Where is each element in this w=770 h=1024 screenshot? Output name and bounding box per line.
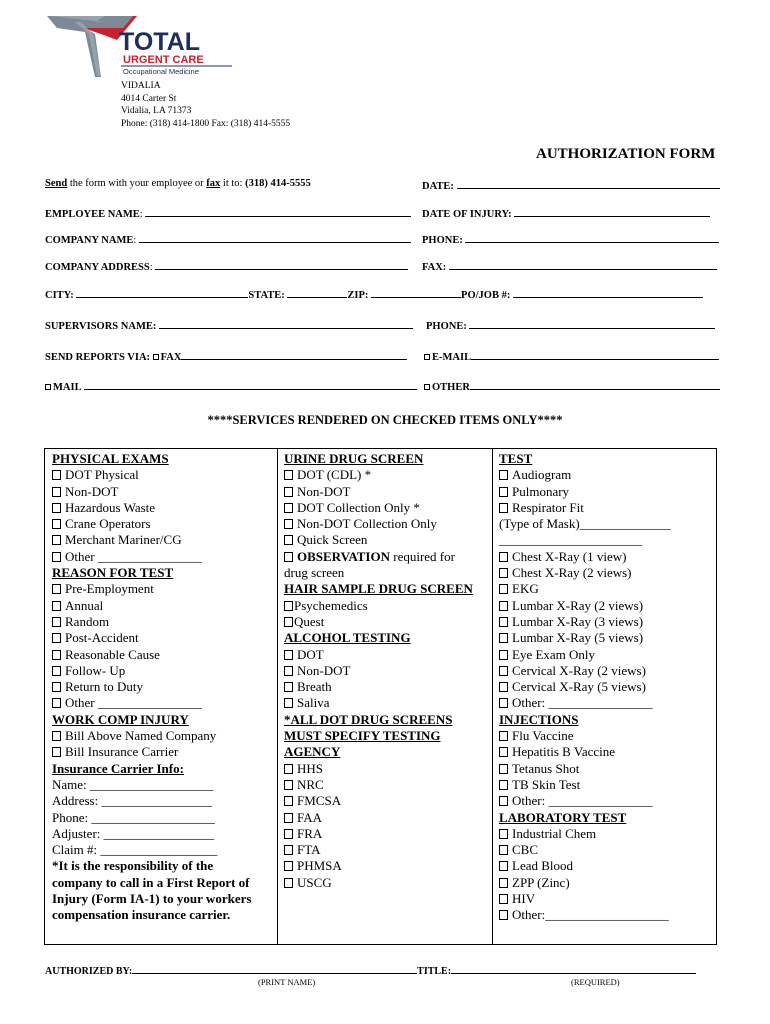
checkbox-item[interactable] — [499, 875, 671, 891]
fax-option-label: FAX — [160, 352, 182, 363]
required-caption: (REQUIRED) — [571, 977, 620, 987]
send-instructions — [45, 178, 311, 189]
checkbox[interactable] — [499, 764, 508, 774]
item-label: FTA — [297, 842, 321, 858]
item-label: Hepatitis B Vaccine — [512, 744, 616, 760]
employee-name-line[interactable] — [145, 206, 411, 217]
item-label: required for — [389, 548, 455, 564]
checkbox-item[interactable] — [499, 614, 671, 630]
other-option-label: OTHER — [432, 382, 470, 393]
other-checkbox[interactable] — [424, 384, 430, 390]
send-reports-label: SEND REPORTS VIA: — [45, 352, 151, 363]
checkbox-item[interactable] — [284, 647, 473, 663]
checkbox-item[interactable] — [499, 891, 671, 907]
city-label: CITY: — [45, 290, 74, 301]
checkbox-item[interactable] — [284, 826, 473, 842]
checkbox[interactable] — [52, 682, 61, 692]
checkbox-item[interactable] — [499, 581, 671, 597]
checkbox-item[interactable] — [499, 907, 671, 923]
work-comp-heading: WORK COMP INJURY — [52, 711, 189, 727]
logo-word-urgent: URGENT CARE — [123, 54, 204, 66]
checkbox[interactable] — [499, 796, 508, 806]
company-address-label: COMPANY ADDRESS — [45, 262, 150, 273]
checkbox-item[interactable] — [52, 695, 251, 711]
checkbox-item[interactable] — [499, 647, 671, 663]
email-option-label: E-MAIL — [432, 352, 472, 363]
alcohol-testing-heading: ALCOHOL TESTING — [284, 630, 411, 646]
po-job-line[interactable] — [513, 287, 703, 298]
responsibility-note: compensation insurance carrier. — [52, 907, 231, 923]
injections-heading: INJECTIONS — [499, 711, 579, 727]
item-label: Crane Operators — [65, 516, 151, 532]
phone-2-field[interactable] — [426, 318, 715, 332]
item-label: Other ________________ — [65, 695, 202, 711]
zip-line[interactable] — [371, 287, 461, 298]
state-line[interactable] — [287, 287, 347, 298]
company-name-field[interactable]: COMPANY NAME: — [45, 232, 411, 246]
checkbox-item[interactable] — [52, 647, 251, 663]
authorized-by-field[interactable] — [45, 963, 696, 977]
checkbox[interactable] — [52, 666, 61, 676]
services-column-3 — [499, 451, 671, 924]
item-label: Flu Vaccine — [512, 728, 574, 744]
checkbox-item[interactable] — [52, 663, 251, 679]
checkbox-item[interactable] — [499, 598, 671, 614]
address-line: VIDALIA — [121, 81, 161, 91]
agency-heading: AGENCY — [284, 744, 341, 760]
checkbox[interactable] — [499, 503, 508, 513]
supervisors-name-label: SUPERVISORS NAME: — [45, 321, 157, 332]
checkbox-item[interactable] — [284, 793, 473, 809]
employee-name-field[interactable]: EMPLOYEE NAME: — [45, 206, 411, 220]
checkbox[interactable] — [499, 666, 508, 676]
reason-for-test-heading: REASON FOR TEST — [52, 565, 174, 581]
item-label: Quest — [294, 613, 325, 629]
fax-label: FAX: — [422, 262, 447, 273]
city-state-zip-row — [45, 287, 703, 301]
item-label: EKG — [512, 581, 539, 597]
checkbox-item[interactable] — [499, 793, 671, 809]
item-label: USCG — [297, 874, 332, 890]
column-divider — [277, 449, 278, 944]
item-label: Bill Above Named Company — [65, 728, 217, 744]
item-label: Other:___________________ — [512, 907, 669, 923]
zip-label: ZIP: — [347, 290, 369, 301]
checkbox-item[interactable] — [499, 858, 671, 874]
checkbox-item[interactable] — [499, 467, 671, 483]
item-label: Bill Insurance Carrier — [65, 744, 179, 760]
logo-tagline: Occupational Medicine — [123, 67, 199, 76]
checkbox[interactable] — [284, 813, 293, 823]
checkbox-item[interactable] — [284, 875, 473, 891]
checkbox-item[interactable] — [284, 810, 473, 826]
item-label: Quick Screen — [297, 532, 368, 548]
checkbox[interactable] — [52, 747, 61, 757]
services-column-1 — [52, 451, 251, 924]
email-option-line[interactable] — [471, 349, 719, 360]
address-line: 4014 Carter St — [121, 93, 177, 104]
checkbox[interactable] — [499, 633, 508, 643]
clinic-address — [121, 80, 290, 130]
column-divider — [492, 449, 493, 944]
checkbox-item[interactable] — [499, 630, 671, 646]
date-label: DATE: — [422, 181, 454, 192]
responsibility-note: *It is the responsibility of the — [52, 858, 214, 874]
checkbox[interactable] — [499, 845, 508, 855]
checkbox[interactable] — [499, 584, 508, 594]
checkbox-item[interactable] — [499, 484, 671, 500]
checkbox-item[interactable] — [52, 598, 251, 614]
checkbox-item[interactable] — [52, 467, 251, 483]
checkbox[interactable] — [499, 487, 508, 497]
other-option — [424, 379, 720, 393]
checkbox[interactable] — [284, 650, 293, 660]
title-line[interactable] — [451, 963, 696, 974]
date-of-injury-field[interactable] — [422, 206, 710, 220]
checkbox[interactable] — [52, 601, 61, 611]
item-label: Industrial Chem — [512, 825, 597, 841]
carrier-field[interactable]: Address: _________________ — [52, 793, 212, 809]
item-label: FMCSA — [297, 793, 342, 809]
fax-option-line[interactable] — [181, 349, 407, 360]
checkbox-item[interactable] — [284, 614, 473, 630]
checkbox-item[interactable] — [52, 516, 251, 532]
mask-type-line[interactable]: ______________________ — [499, 532, 642, 548]
employee-name-label: EMPLOYEE NAME — [45, 209, 140, 220]
company-name-label: COMPANY NAME — [45, 235, 134, 246]
fax-field[interactable] — [422, 259, 717, 273]
fax-checkbox[interactable] — [153, 354, 159, 360]
checkbox[interactable] — [499, 894, 508, 904]
item-label: Random — [65, 613, 110, 629]
item-label: Lead Blood — [512, 858, 574, 874]
carrier-field[interactable]: Claim #: __________________ — [52, 842, 218, 858]
carrier-field[interactable]: Phone: ___________________ — [52, 809, 215, 825]
checkbox[interactable] — [284, 682, 293, 692]
checkbox-item[interactable] — [284, 761, 473, 777]
item-label: CBC — [512, 842, 539, 858]
checkbox[interactable] — [284, 487, 293, 497]
checkbox-item[interactable] — [52, 581, 251, 597]
item-label: HHS — [297, 760, 324, 776]
checkbox-item[interactable] — [284, 467, 473, 483]
send-reports-row — [45, 349, 407, 363]
logo-word-total: TOTAL — [119, 28, 201, 56]
item-label: Respirator Fit — [512, 499, 584, 515]
services-heading: ****SERVICES RENDERED ON CHECKED ITEMS ONLY**** — [207, 413, 563, 427]
checkbox-item[interactable] — [52, 549, 251, 565]
checkbox[interactable] — [52, 487, 61, 497]
checkbox[interactable] — [52, 633, 61, 643]
checkbox-item[interactable] — [499, 728, 671, 744]
checkbox-item[interactable] — [499, 695, 671, 711]
date-of-injury-line[interactable] — [514, 206, 710, 217]
services-column-2 — [284, 451, 473, 891]
checkbox-item[interactable] — [284, 549, 473, 565]
checkbox[interactable] — [284, 666, 293, 676]
checkbox[interactable] — [284, 535, 293, 545]
checkbox-item[interactable] — [284, 532, 473, 548]
company-address-field[interactable]: COMPANY ADDRESS: — [45, 259, 408, 273]
item-label: Annual — [65, 597, 104, 613]
checkbox[interactable] — [499, 910, 508, 920]
hair-sample-heading: HAIR SAMPLE DRUG SCREEN — [284, 581, 473, 597]
item-label: Merchant Mariner/CG — [65, 532, 182, 548]
item-label: Post-Accident — [65, 630, 139, 646]
item-label: Return to Duty — [65, 679, 143, 695]
phone-line[interactable] — [465, 232, 719, 243]
date-field[interactable] — [422, 178, 720, 192]
checkbox-item[interactable] — [284, 500, 473, 516]
checkbox[interactable] — [284, 503, 293, 513]
state-label: STATE: — [248, 290, 285, 301]
checkbox[interactable] — [284, 601, 293, 611]
print-name-caption: (PRINT NAME) — [258, 977, 316, 987]
item-label: PHMSA — [297, 858, 342, 874]
checkbox[interactable] — [284, 617, 293, 627]
item-label: Follow- Up — [65, 662, 126, 678]
checkbox-item[interactable] — [284, 842, 473, 858]
checkbox-item[interactable] — [284, 663, 473, 679]
item-label: Lumbar X-Ray (5 views) — [512, 630, 644, 646]
checkbox-item[interactable] — [499, 500, 671, 516]
checkbox[interactable] — [52, 698, 61, 708]
checkbox-item[interactable] — [499, 565, 671, 581]
mask-type-field[interactable]: (Type of Mask)______________ — [499, 516, 671, 532]
item-label: DOT — [297, 646, 324, 662]
item-label: Other ________________ — [65, 548, 202, 564]
checkbox-item[interactable] — [499, 761, 671, 777]
checkbox[interactable] — [52, 552, 61, 562]
item-label: Non-DOT — [65, 483, 119, 499]
responsibility-note: company to call in a First Report of — [52, 874, 250, 890]
checkbox[interactable] — [499, 698, 508, 708]
checkbox-item[interactable] — [52, 484, 251, 500]
fax-word: fax — [206, 178, 221, 189]
email-option — [424, 349, 719, 363]
checkbox[interactable] — [499, 617, 508, 627]
checkbox[interactable] — [499, 861, 508, 871]
phone-label: PHONE: — [422, 235, 463, 246]
other-option-line[interactable] — [470, 379, 720, 390]
checkbox-item[interactable] — [284, 777, 473, 793]
checkbox[interactable] — [284, 780, 293, 790]
item-label: Cervical X-Ray (2 views) — [512, 662, 646, 678]
checkbox-item[interactable] — [284, 679, 473, 695]
checkbox-item[interactable] — [499, 777, 671, 793]
item-label: Chest X-Ray (2 views) — [512, 565, 632, 581]
city-line[interactable] — [76, 287, 248, 298]
mail-checkbox[interactable] — [45, 384, 51, 390]
checkbox-item[interactable] — [52, 679, 251, 695]
checkbox-item[interactable] — [284, 598, 473, 614]
item-label: HIV — [512, 891, 536, 907]
physical-exams-heading: PHYSICAL EXAMS — [52, 451, 169, 466]
company-logo — [45, 14, 235, 80]
checkbox-item[interactable] — [52, 630, 251, 646]
email-checkbox[interactable] — [424, 354, 430, 360]
send-text: the form with your employee or — [67, 178, 207, 189]
checkbox-item[interactable] — [499, 663, 671, 679]
item-label: Pulmonary — [512, 483, 570, 499]
item-label: FAA — [297, 809, 323, 825]
checkbox[interactable] — [499, 552, 508, 562]
checkbox-item[interactable] — [499, 826, 671, 842]
observation-label: OBSERVATION — [297, 548, 390, 564]
form-title: AUTHORIZATION FORM — [536, 146, 716, 162]
mail-option-label: MAIL — [53, 382, 82, 393]
checkbox[interactable] — [52, 470, 61, 480]
address-line: Phone: (318) 414-1800 Fax: (318) 414-5555 — [121, 118, 291, 129]
company-name-line[interactable] — [139, 232, 411, 243]
checkbox-item[interactable] — [284, 516, 473, 532]
checkbox[interactable] — [284, 878, 293, 888]
item-label: Eye Exam Only — [512, 646, 596, 662]
checkbox[interactable] — [499, 568, 508, 578]
checkbox-item[interactable] — [499, 744, 671, 760]
must-specify-note: MUST SPECIFY TESTING — [284, 728, 441, 744]
checkbox-item[interactable] — [52, 614, 251, 630]
phone-field[interactable] — [422, 232, 719, 246]
responsibility-note: Injury (Form IA-1) to your workers — [52, 891, 252, 907]
checkbox[interactable] — [284, 470, 293, 480]
insurance-carrier-heading: Insurance Carrier Info: — [52, 760, 184, 776]
checkbox[interactable] — [284, 861, 293, 871]
checkbox-item[interactable] — [52, 744, 251, 760]
item-label: Breath — [297, 679, 332, 695]
checkbox[interactable] — [284, 552, 293, 562]
checkbox-item[interactable] — [499, 679, 671, 695]
item-label: Reasonable Cause — [65, 646, 160, 662]
item-label: DOT (CDL) * — [297, 467, 372, 483]
mail-option-line[interactable] — [84, 379, 417, 390]
item-label: Non-DOT Collection Only — [297, 516, 437, 532]
phone-2-line[interactable] — [469, 318, 715, 329]
send-text-2: it to: — [220, 178, 246, 189]
checkbox-item[interactable] — [284, 484, 473, 500]
item-label: Hazardous Waste — [65, 499, 156, 515]
item-label: Non-DOT — [297, 662, 351, 678]
date-of-injury-label: DATE OF INJURY: — [422, 209, 512, 220]
item-label: Lumbar X-Ray (3 views) — [512, 613, 644, 629]
item-label: DOT Physical — [65, 467, 139, 483]
checkbox[interactable] — [52, 503, 61, 513]
checkbox[interactable] — [499, 731, 508, 741]
carrier-field[interactable]: Adjuster: _________________ — [52, 825, 215, 841]
item-label: Cervical X-Ray (5 views) — [512, 679, 646, 695]
send-word: Send — [45, 178, 68, 189]
item-label: Chest X-Ray (1 view) — [512, 548, 627, 564]
checkbox[interactable] — [52, 519, 61, 529]
observation-line-2: drug screen — [284, 565, 345, 581]
checkbox[interactable] — [52, 650, 61, 660]
services-table — [44, 448, 717, 945]
checkbox[interactable] — [499, 878, 508, 888]
item-label: Non-DOT — [297, 483, 351, 499]
checkbox[interactable] — [284, 796, 293, 806]
checkbox[interactable] — [52, 731, 61, 741]
item-label: ZPP (Zinc) — [512, 874, 570, 890]
phone-2-label: PHONE: — [426, 321, 467, 332]
checkbox[interactable] — [284, 829, 293, 839]
checkbox[interactable] — [499, 650, 508, 660]
checkbox[interactable] — [499, 747, 508, 757]
supervisors-name-field[interactable] — [45, 318, 413, 332]
item-label: Other: ________________ — [512, 793, 653, 809]
address-line: Vidalia, LA 71373 — [121, 106, 192, 116]
test-heading: TEST — [499, 451, 533, 466]
company-address-line[interactable] — [155, 259, 408, 270]
item-label: Other: ________________ — [512, 695, 653, 711]
checkbox[interactable] — [284, 698, 293, 708]
item-label: TB Skin Test — [512, 776, 581, 792]
po-job-label: PO/JOB #: — [461, 290, 511, 301]
checkbox[interactable] — [52, 535, 61, 545]
checkbox-item[interactable] — [284, 695, 473, 711]
carrier-field[interactable]: Name: ___________________ — [52, 776, 214, 792]
item-label: Pre-Employment — [65, 581, 154, 597]
checkbox[interactable] — [284, 845, 293, 855]
supervisors-name-line[interactable] — [159, 318, 413, 329]
item-label: Audiogram — [512, 467, 572, 483]
item-label: Saliva — [297, 695, 330, 711]
authorized-by-label: AUTHORIZED BY: — [45, 966, 133, 977]
authorized-by-line[interactable] — [132, 963, 417, 974]
item-label: FRA — [297, 825, 323, 841]
item-label: NRC — [297, 776, 324, 792]
item-label: DOT Collection Only * — [297, 499, 420, 515]
item-label: Lumbar X-Ray (2 views) — [512, 597, 644, 613]
laboratory-test-heading: LABORATORY TEST — [499, 809, 627, 825]
checkbox[interactable] — [52, 584, 61, 594]
title-label: TITLE: — [417, 966, 452, 977]
date-line[interactable] — [457, 178, 720, 189]
checkbox[interactable] — [52, 617, 61, 627]
send-phone: (318) 414-5555 — [245, 178, 311, 189]
checkbox[interactable] — [284, 764, 293, 774]
checkbox-item[interactable] — [499, 842, 671, 858]
fax-line[interactable] — [449, 259, 717, 270]
mail-option — [45, 379, 417, 393]
checkbox[interactable] — [499, 829, 508, 839]
checkbox-item[interactable] — [52, 500, 251, 516]
checkbox[interactable] — [499, 601, 508, 611]
checkbox[interactable] — [284, 519, 293, 529]
item-label: Psychemedics — [294, 597, 368, 613]
checkbox[interactable] — [499, 682, 508, 692]
checkbox[interactable] — [499, 470, 508, 480]
checkbox-item[interactable] — [52, 728, 251, 744]
checkbox[interactable] — [499, 780, 508, 790]
checkbox-item[interactable] — [52, 532, 251, 548]
dot-drug-screens-note: *ALL DOT DRUG SCREENS — [284, 711, 453, 727]
checkbox-item[interactable] — [499, 549, 671, 565]
checkbox-item[interactable] — [284, 858, 473, 874]
urine-drug-screen-heading: URINE DRUG SCREEN — [284, 451, 424, 466]
item-label: Tetanus Shot — [512, 760, 580, 776]
